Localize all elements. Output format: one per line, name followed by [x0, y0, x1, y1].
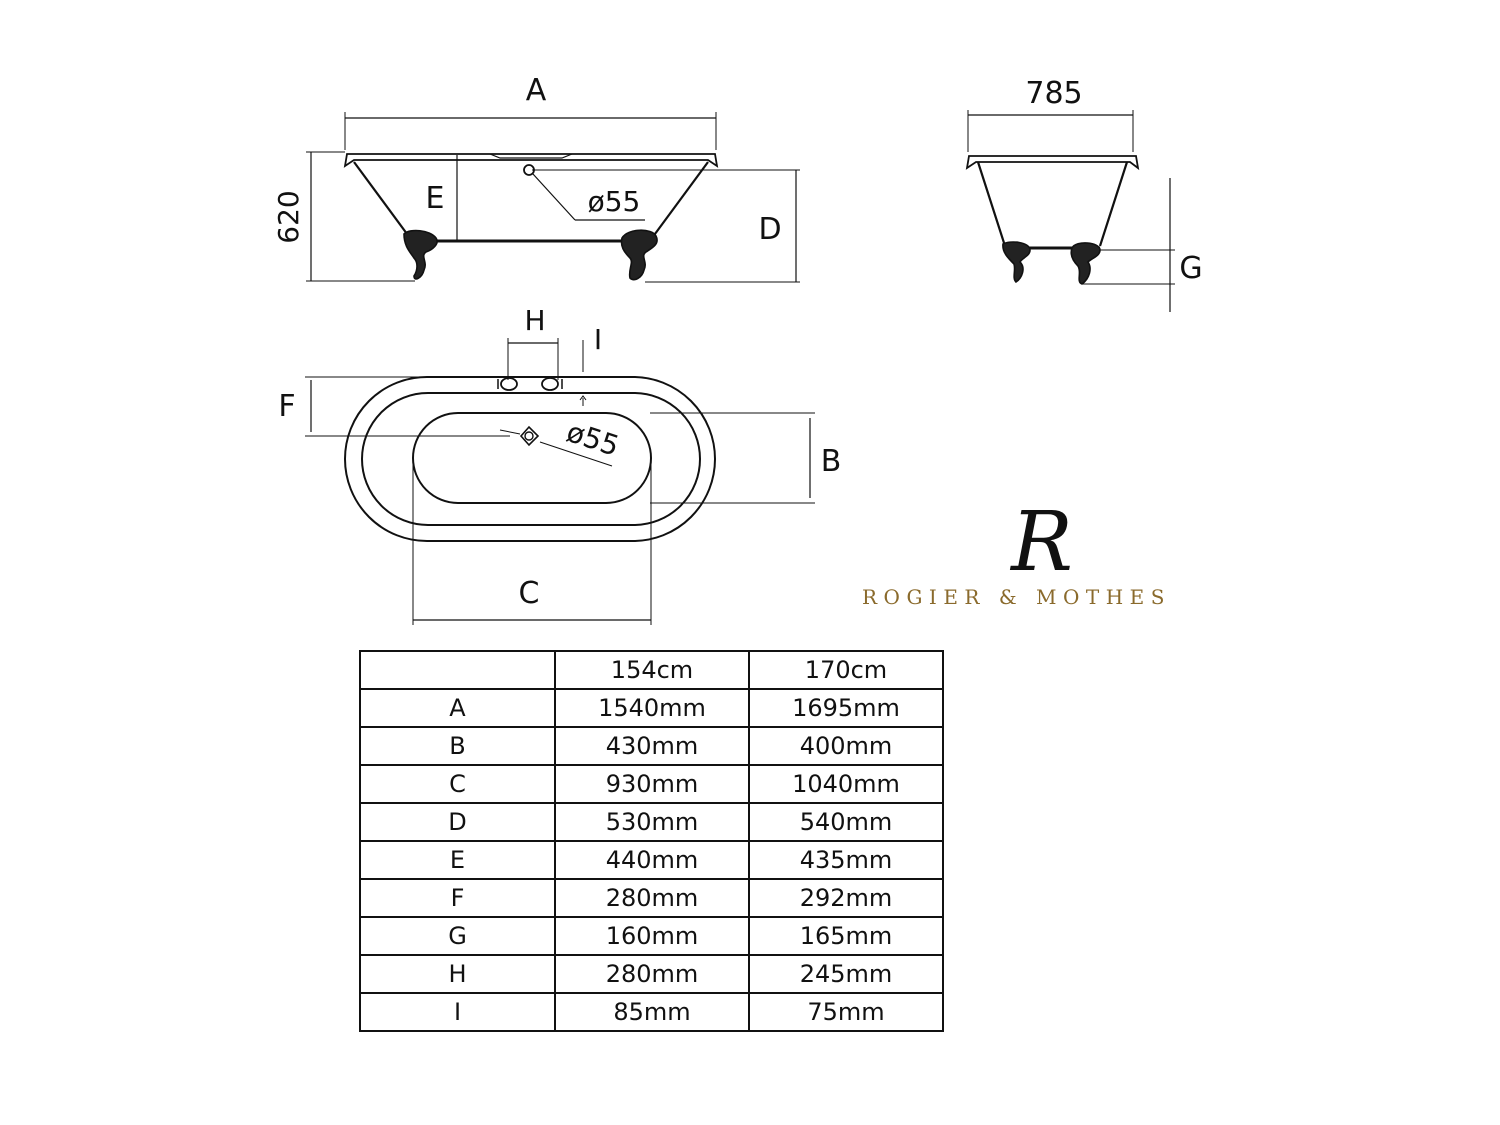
- table-cell-value: 1040mm: [749, 765, 943, 803]
- table-cell-key: D: [360, 803, 555, 841]
- side-foot-left: [1003, 242, 1030, 282]
- side-elevation: [967, 110, 1175, 312]
- label-f: F: [278, 389, 296, 424]
- table-cell-key: E: [360, 841, 555, 879]
- table-header-cell: 170cm: [749, 651, 943, 689]
- table-cell-value: 540mm: [749, 803, 943, 841]
- table-cell-value: 1540mm: [555, 689, 749, 727]
- table-row: [360, 841, 943, 879]
- front-elevation: [306, 112, 800, 282]
- table-cell-key: A: [360, 689, 555, 727]
- table-cell-value: 160mm: [555, 917, 749, 955]
- table-cell-key: I: [360, 993, 555, 1031]
- label-a: A: [525, 73, 547, 108]
- table-row: [360, 993, 943, 1031]
- table-cell-value: 435mm: [749, 841, 943, 879]
- table-cell-value: 280mm: [555, 879, 749, 917]
- table-cell-value: 400mm: [749, 727, 943, 765]
- side-foot-right: [1071, 243, 1100, 284]
- plan-view: [305, 338, 815, 625]
- label-g: G: [1179, 251, 1203, 286]
- table-cell-value: 440mm: [555, 841, 749, 879]
- table-row: [360, 917, 943, 955]
- label-i: I: [593, 323, 603, 356]
- table-cell-key: B: [360, 727, 555, 765]
- label-h: H: [524, 304, 546, 337]
- label-d: D: [758, 212, 782, 247]
- table-row: [360, 879, 943, 917]
- table-cell-value: 280mm: [555, 955, 749, 993]
- table-cell-value: 165mm: [749, 917, 943, 955]
- table-cell-key: F: [360, 879, 555, 917]
- claw-foot-left: [404, 231, 437, 279]
- label-height: 620: [272, 190, 305, 244]
- table-header-row: [360, 651, 943, 689]
- table-cell-value: 530mm: [555, 803, 749, 841]
- label-waste-front: ø55: [587, 185, 641, 218]
- table-cell-key: G: [360, 917, 555, 955]
- table-header-cell: 154cm: [555, 651, 749, 689]
- table-cell-value: 75mm: [749, 993, 943, 1031]
- table-row: [360, 727, 943, 765]
- table-row: [360, 955, 943, 993]
- brand-name: ROGIER & MOTHES: [862, 585, 1171, 609]
- table-cell-key: H: [360, 955, 555, 993]
- label-width-side: 785: [1025, 76, 1083, 111]
- table-row: [360, 803, 943, 841]
- table-header-cell: [360, 651, 555, 689]
- label-waste-plan: ø55: [562, 415, 624, 463]
- dimensions-table: [359, 650, 944, 1032]
- label-c: C: [518, 576, 540, 611]
- table-cell-value: 245mm: [749, 955, 943, 993]
- table-cell-value: 85mm: [555, 993, 749, 1031]
- table-cell-key: C: [360, 765, 555, 803]
- table-row: [360, 765, 943, 803]
- table-cell-value: 1695mm: [749, 689, 943, 727]
- table-cell-value: 292mm: [749, 879, 943, 917]
- brand-monogram-logo: [990, 500, 1090, 590]
- table-row: [360, 689, 943, 727]
- table-cell-value: 430mm: [555, 727, 749, 765]
- svg-text:R: R: [1011, 500, 1073, 590]
- label-e: E: [425, 181, 445, 216]
- table-cell-value: 930mm: [555, 765, 749, 803]
- label-b: B: [820, 444, 842, 479]
- claw-foot-right: [621, 230, 657, 279]
